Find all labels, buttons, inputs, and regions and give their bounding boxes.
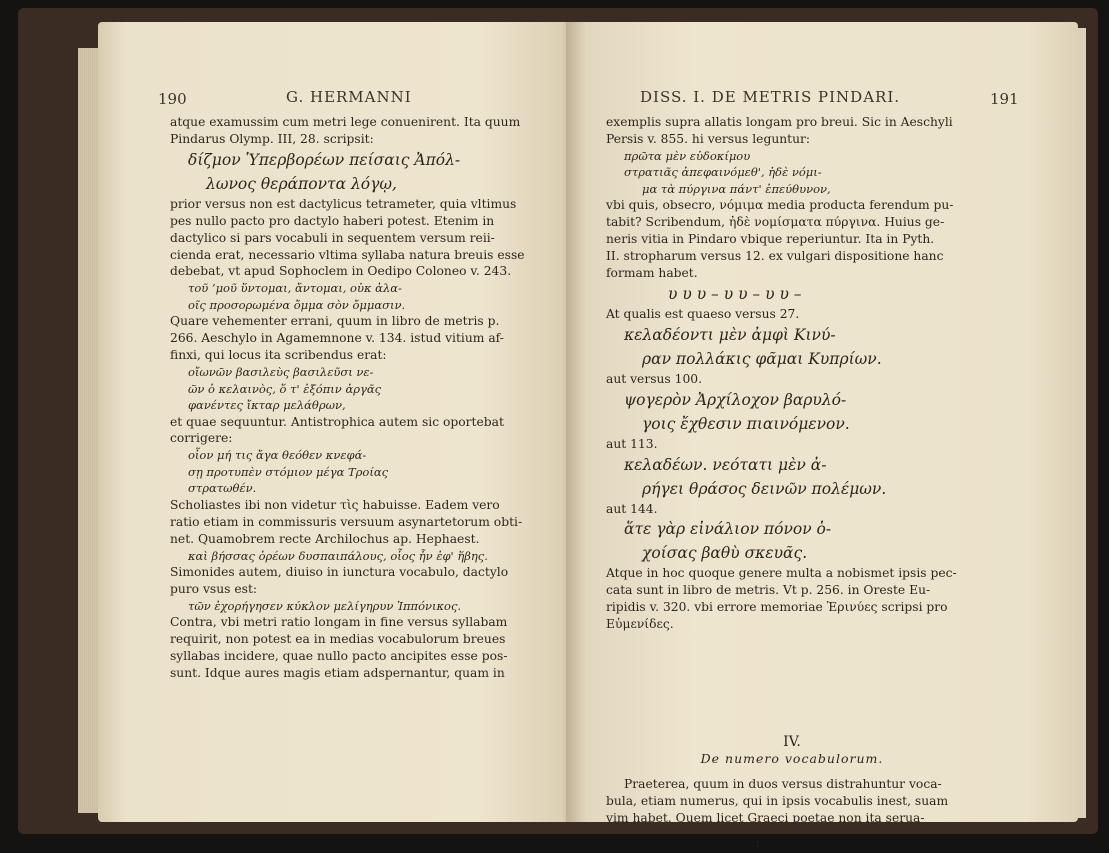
greek-verse-line: οἷον μή τις ἄγα θεόθεν κνεφά- [188,448,367,463]
left-page-number: 190 [158,90,187,108]
text-line: atque examussim cum metri lege conuenirent. Ita quum [170,115,521,129]
right-page-number: 191 [990,90,1019,108]
greek-verse-line: μα τὰ πύργινα πάντ' ἐπεύθυνον, [642,181,831,196]
text-line: formam habet. [606,265,698,280]
greek-verse-line: ῶν ὁ κελαινὸς, ὅ τ' ἐξόπιν ἀργᾶς [188,381,382,396]
text-line: vbi quis, obsecro, νόμιμα media producta ferendum pu- [606,198,954,213]
text-line: Praeterea, quum in duos versus distrahuntur voca- [624,776,942,791]
text-line: et quae sequuntur. Antistrophica autem sic oportebat [170,414,504,429]
greek-verse-line: καὶ βήσσας ὀρέων δυσπαιπάλους, οἷος ἦν ἐφ' ἥβης. [188,548,488,563]
text-line: aut versus 100. [606,371,703,386]
right-running-head: DISS. I. DE METRIS PINDARI. [640,88,901,106]
text-line: exemplis supra allatis longam pro breui. Sic in Aeschyli [606,115,953,129]
greek-verse-line: υ υ υ – υ υ – υ υ – [668,284,802,303]
text-line: requirit, non potest ea in medias vocabulorum breues [170,632,506,647]
text-line: dactylico si pars vocabuli in sequentem versum reii- [170,230,495,245]
greek-verse-line: ραν πολλάκις φᾶμαι Κυπρίων. [642,349,882,368]
section-title: De numero vocabulorum. [700,750,884,766]
section-block [606,728,978,827]
text-line: vim habet. Quem licet Graeci poetae non ita serua- [606,810,925,825]
text-line: pes nullo pacto pro dactylo haberi potest. Etenim in [170,213,495,228]
greek-verse-line: ρήγει θράσος δεινῶν πολέμων. [642,479,887,498]
greek-verse-line: πρῶτα μὲν εὐδοκίμου [624,148,751,163]
section-number: IV. [783,734,801,750]
right-page [566,22,1078,850]
text-line: aut 144. [606,501,658,516]
right-page-text [606,114,978,633]
text-line: neris vitia in Pindaro vbique reperiuntur. Ita in Pyth. [606,232,935,247]
text-line: sunt. Idque aures magis etiam adspernantur, quam in [170,666,505,681]
text-line: syllabas incidere, quae nullo pacto ancipites esse pos- [170,649,508,664]
text-line: ripidis v. 320. vbi errore memoriae Ἐρινύες scripsi pro [606,600,948,615]
text-line: II. stropharum versus 12. ex vulgari dispositione hanc [606,249,944,264]
greek-verse-line: οἴωνῶν βασιλεὺς βασιλεῦσι νε- [188,365,374,380]
text-line: Simonides autem, diuiso in iunctura vocabulo, dactylo [170,565,509,580]
greek-verse-line: οῖς προσορωμένα ὄμμα σὸν ὄμμασιν. [188,297,406,312]
text-line: Quare vehementer errani, quum in libro de metris p. [170,314,500,329]
text-line: finxi, qui locus ita scribendus erat: [170,348,387,363]
greek-verse-line: φανέντες ἴκταρ μελάθρων, [188,398,346,413]
greek-verse-line: σῃ προτυπὲν στόμιον μέγα Τροίας [188,464,389,479]
greek-verse-line: ψογερὸν Ἀρχίλοχον βαρυλό- [624,390,847,409]
text-line: aut 113. [606,436,658,451]
text-line: bula, etiam numerus, qui in ipsis vocabulis inest, suam [606,793,949,808]
text-line: Pindarus Olymp. III, 28. scripsit: [170,131,374,146]
greek-verse-line: ἅτε γὰρ εἰνάλιον πόνον ὁ- [624,520,832,539]
greek-verse-line: λωνος θεράποντα λόγῳ, [206,174,397,193]
text-line: corrigere: [170,431,233,446]
greek-verse-line: γοις ἔχθεσιν πιαινόμενον. [642,414,850,433]
text-line: cienda erat, necessario vltima syllaba natura breuis esse [170,247,525,262]
text-line: ratio etiam in commissuris versuum asynartetorum obti- [170,514,523,529]
text-line: cata sunt in libro de metris. Vt p. 256. in Oreste Eu- [606,583,931,598]
text-line: 266. Aeschylo in Agamemnone v. 134. istud vitium af- [170,331,504,346]
text-line: puro vsus est: [170,582,258,596]
text-line: tabit? Scribendum, ἠδὲ νομίσματα πύργινα. Huius ge- [606,215,945,230]
text-line: Scholiastes ibi non videtur τὶς habuisse. Eadem vero [170,497,500,512]
text-line: At qualis est quaeso versus 27. [606,306,800,321]
book [18,8,1098,850]
greek-verse-line: κελαδέων. νεότατι μὲν ἀ- [624,455,827,474]
footer-mark: : [756,837,760,850]
greek-verse-line: στρατωθέν. [188,481,257,496]
text-line: prior versus non est dactylicus tetrameter, quia vltimus [170,196,517,211]
text-line: debebat, vt apud Sophoclem in Oedipo Coloneo v. 243. [170,264,512,279]
text-line: net. Quamobrem recte Archilochus ap. Hephaest. [170,531,480,546]
text-line: Atque in hoc quoque genere multa a nobismet ipsis pec- [606,566,957,581]
greek-verse-line: τοῦ ’μοῦ ὕντομαι, ἄντομαι, οὐκ ἀλα- [188,281,402,296]
section-body [606,776,978,827]
left-page-text [170,114,530,682]
text-line: Εὐμενίδες. [606,617,674,632]
greek-verse-line: χοίσας βαθὺ σκευᾶς. [642,544,808,563]
greek-verse-line: στρατιᾶς ἀπεφαινόμεθ', ἠδὲ νόμι- [624,165,822,180]
greek-verse-line: τῶν ἐχορήγησεν κύκλον μελίγηρυν Ἱππόνικος. [188,598,462,613]
greek-verse-line: κελαδέοντι μὲν ἀμφὶ Κινύ- [624,325,836,344]
left-page [98,22,576,822]
left-running-head: G. HERMANNI [286,88,412,106]
text-line: Contra, vbi metri ratio longam in fine versus syllabam [170,615,508,630]
text-line: Persis v. 855. hi versus leguntur: [606,131,811,146]
greek-verse-line: δίζμον Ὑπερβορέων πείσαις Ἀπόλ- [188,150,461,169]
